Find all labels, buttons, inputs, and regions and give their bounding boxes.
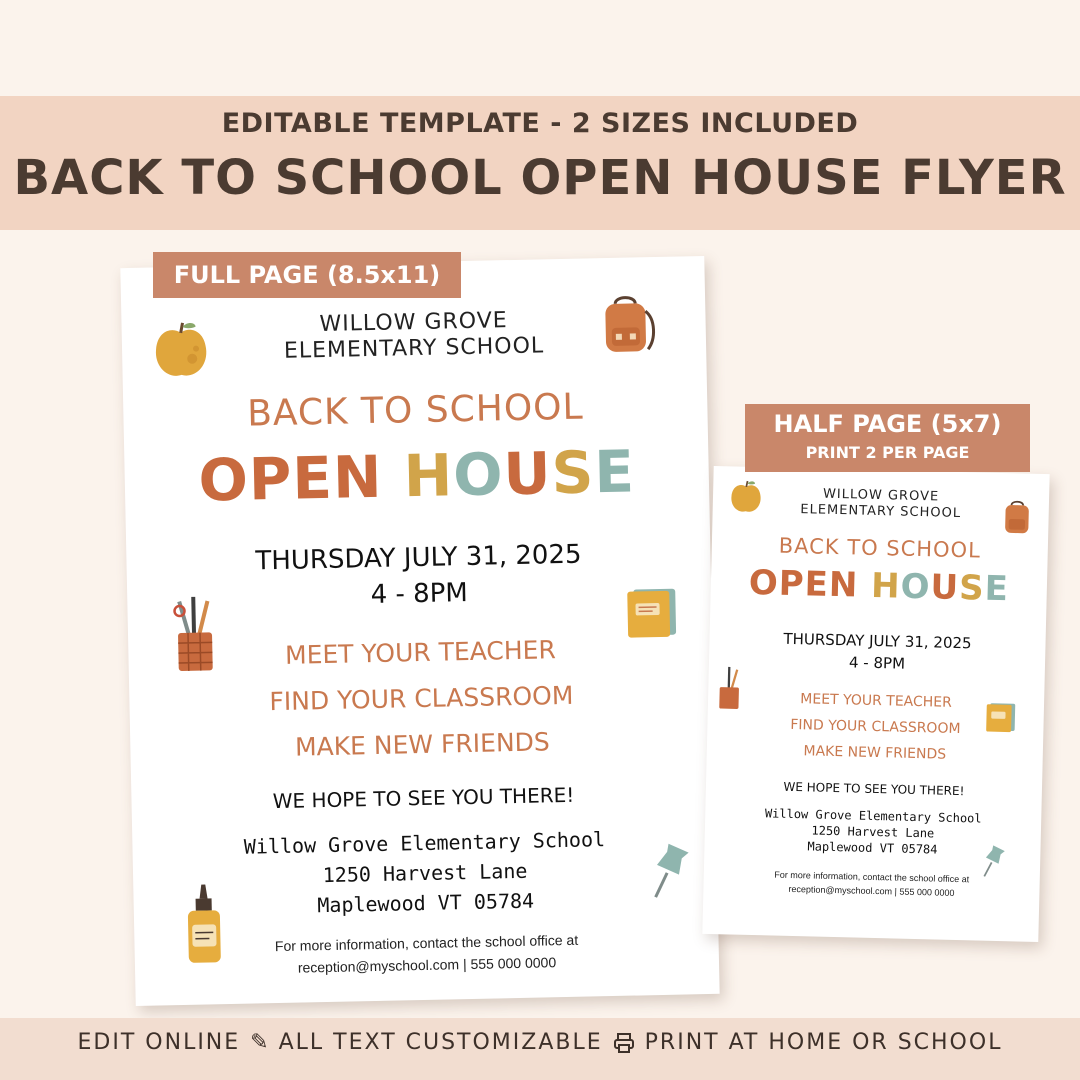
apple-icon bbox=[151, 318, 210, 381]
highlight-item: MAKE NEW FRIENDS bbox=[294, 727, 551, 762]
contact-line: For more information, contact the school office at bbox=[274, 931, 579, 955]
address-line: Willow Grove Elementary School bbox=[764, 806, 982, 826]
back-to-school-heading: BACK TO SCHOOL bbox=[778, 533, 982, 563]
contact-line: For more information, contact the school office at bbox=[774, 869, 970, 885]
back-to-school-heading: BACK TO SCHOOL bbox=[246, 386, 584, 435]
address-line: 1250 Harvest Lane bbox=[811, 823, 935, 841]
school-name-line2: ELEMENTARY SCHOOL bbox=[283, 333, 545, 364]
open-word: OPEN bbox=[197, 442, 384, 515]
house-word: HOUSE bbox=[402, 437, 636, 511]
header-title: BACK TO SCHOOL OPEN HOUSE FLYER bbox=[13, 150, 1067, 206]
printer-icon bbox=[613, 1032, 635, 1054]
half-page-flyer bbox=[702, 466, 1049, 942]
full-page-badge: FULL PAGE (8.5x11) bbox=[153, 252, 461, 298]
open-word: OPEN bbox=[748, 562, 859, 606]
address-line: 1250 Harvest Lane bbox=[322, 858, 528, 888]
address-line: Maplewood VT 05784 bbox=[317, 888, 535, 918]
pencil-cup-icon bbox=[716, 666, 743, 711]
glue-bottle-icon bbox=[181, 882, 227, 965]
backpack-icon bbox=[1000, 499, 1035, 536]
highlight-item: MEET YOUR TEACHER bbox=[800, 691, 953, 711]
address-line: Willow Grove Elementary School bbox=[243, 827, 606, 859]
footer-print: PRINT AT HOME OR SCHOOL bbox=[644, 1030, 1003, 1055]
hope-message: WE HOPE TO SEE YOU THERE! bbox=[783, 779, 965, 799]
hope-message: WE HOPE TO SEE YOU THERE! bbox=[272, 782, 575, 814]
contact-line: reception@myschool.com | 555 000 0000 bbox=[788, 883, 955, 898]
full-page-flyer bbox=[120, 256, 719, 1006]
notebook-icon bbox=[983, 701, 1018, 734]
half-page-badge bbox=[745, 404, 1030, 472]
event-date: THURSDAY JULY 31, 2025 bbox=[255, 539, 582, 577]
half-page-badge-title: HALF PAGE (5x7) bbox=[773, 410, 1002, 438]
highlight-item: MEET YOUR TEACHER bbox=[284, 635, 557, 670]
pencil-cup-icon bbox=[171, 596, 219, 673]
footer-features bbox=[0, 1030, 1080, 1055]
footer-edit-online: EDIT ONLINE bbox=[77, 1030, 241, 1055]
house-word: HOUSE bbox=[870, 565, 1010, 610]
event-time: 4 - 8PM bbox=[848, 653, 906, 673]
pencil-icon: ✎ bbox=[250, 1030, 269, 1055]
highlight-item: FIND YOUR CLASSROOM bbox=[269, 680, 574, 717]
push-pin-icon bbox=[982, 845, 1009, 880]
footer-customizable: ALL TEXT CUSTOMIZABLE bbox=[278, 1030, 603, 1055]
open-house-heading bbox=[124, 436, 709, 516]
event-date-block bbox=[709, 626, 1046, 678]
event-time: 4 - 8PM bbox=[370, 577, 469, 611]
contact-line: reception@myschool.com | 555 000 0000 bbox=[297, 954, 557, 976]
apple-icon bbox=[729, 478, 764, 515]
push-pin-icon bbox=[650, 842, 695, 901]
notebook-icon bbox=[623, 585, 680, 640]
highlight-item: MAKE NEW FRIENDS bbox=[803, 743, 947, 763]
school-name-line1: WILLOW GROVE bbox=[319, 308, 508, 338]
open-house-heading bbox=[710, 562, 1047, 610]
address-line: Maplewood VT 05784 bbox=[807, 839, 938, 857]
half-page-badge-subtitle: PRINT 2 PER PAGE bbox=[805, 443, 970, 462]
backpack-icon bbox=[597, 293, 656, 356]
school-name-line2: ELEMENTARY SCHOOL bbox=[800, 502, 962, 522]
event-date: THURSDAY JULY 31, 2025 bbox=[783, 629, 972, 653]
school-name-line1: WILLOW GROVE bbox=[822, 486, 940, 505]
highlight-item: FIND YOUR CLASSROOM bbox=[790, 716, 961, 738]
header-subtitle: EDITABLE TEMPLATE - 2 SIZES INCLUDED bbox=[221, 108, 859, 139]
